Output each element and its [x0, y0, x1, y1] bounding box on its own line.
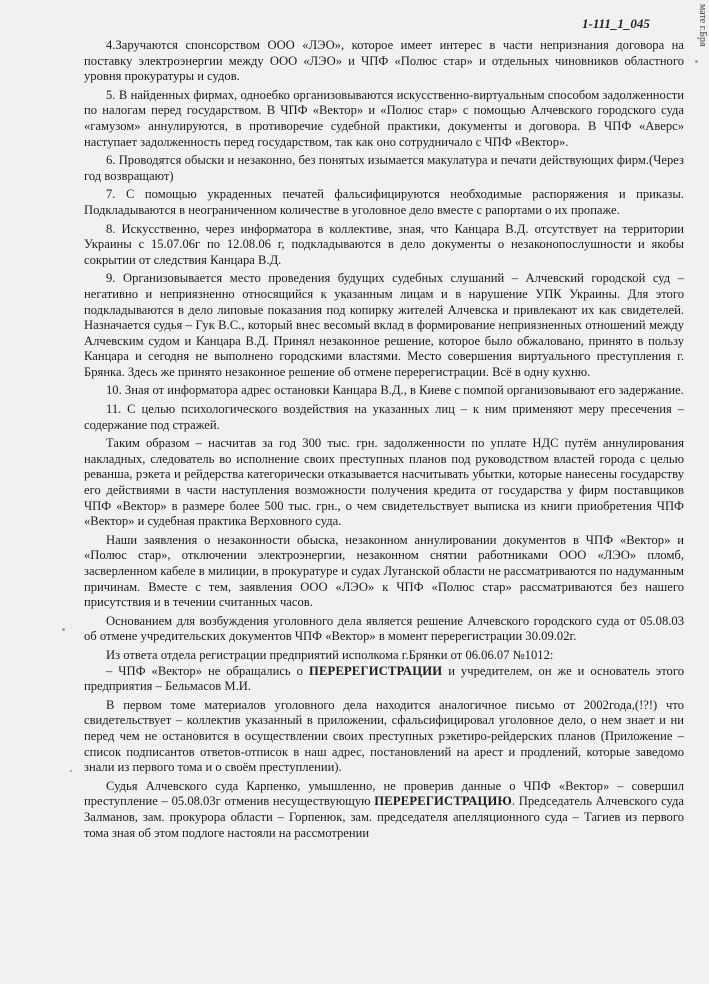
paragraph-first-volume: В первом томе материалов уголовного дела находится аналогичное письмо от 2002года,(!?!) что свидетельствует – коллектив указанный в приложении, сфальсифицировал уголовное дело, о нем знает и ни перед чем не остановится в осуществлении своих преступных рэкетиро-рейдерских планов (Приложение – список подписантов ответов-отписок в наш адрес, постановлений на арест и продлений, которые заведомо знали из первого тома и о своём преступлении).	[84, 697, 684, 775]
scan-speck	[695, 60, 698, 63]
quote-emphasis: ПЕРЕРЕГИСТРАЦИИ	[308, 663, 443, 678]
paragraph-item-11: 11. С целью психологического воздействия на указанных лиц – к ним применяют меру пресечения – содержание под стражей.	[84, 402, 684, 432]
paragraph-item-4: 4.Заручаются спонсорством ООО «ЛЭО», которое имеет интерес в части непризнания договора на поставку электроэнергии между ООО «ЛЭО» и ЧПФ «Полюс стар» и отдельных чиновников областного уровня прокуратуры и судов.	[84, 38, 684, 84]
paragraph-quote	[84, 664, 684, 695]
judge-emphasis: ПЕРЕРЕГИСТРАЦИЮ	[374, 794, 512, 809]
paragraph-registration-reply: Из ответа отдела регистрации предприятий исполкома г.Брянки от 06.06.07 №1012:	[106, 647, 554, 662]
scan-speck	[70, 770, 72, 772]
paragraph-judge	[84, 779, 684, 841]
paragraph-grounds: Основанием для возбуждения уголовного дела является решение Алчевского городского суда от 05.08.03 об отмене учредительских документов ЧПФ «Вектор» в момент перерегистрации 30.09.02г.	[84, 613, 684, 644]
paragraph-item-7: 7. С помощью украденных печатей фальсифицируются необходимые распоряжения и приказы. Подкладываются в неограниченном количестве в уголовное дело вместе с рапортами о их пропаже.	[84, 187, 684, 217]
paragraph-item-9: 9. Организовывается место проведения будущих судебных слушаний – Алчевский городской суд – негативно и неприязненно относящийся к указанным лицам и в нарушение УПК Украины. Для этого подкладываются в дело липовые показания под копирку жителей Алчевска и привлекают их как свидетелей. Назначается судья – Гук В.С., который внес весомый вклад в формирование неприязненных отношений между Алчевским судом и Канцара В.Д. Принял незаконное решение, которое было обжаловано, принято в пользу Канцара и сегодня не выполнено городскими властями. Место совершения виртуального преступления г. Брянка. Здесь же принято незаконное решение об отмене перерегистрации. Всё в одну кухню.	[84, 271, 684, 379]
paragraph-item-5: 5. В найденных фирмах, одноебко организовываются искусственно-виртуальным способом задолженности по налогам перед государством. В ЧПФ «Вектор» и «Полюс стар» с помощью Алчевского городского суда «гамузом» аннулируются, в противоречие судебной практики, документы и договора. В ЧПФ «Аверс» наступает задолженность перед государством, так как оно сотрудничало с ЧПФ «Вектор».	[84, 87, 684, 149]
paragraph-item-8: 8. Искусственно, через информатора в коллективе, зная, что Канцара В.Д. отсутствует на территории Украины с 15.07.06г по 12.08.06 г, подкладываются в дело документы о незаконопослушности и якобы сокрытии от следствия Канцара В.Д.	[84, 221, 684, 267]
judge-text-start: Судья Алчевского суда Карпенко, умышленно, не проверив данные о ЧПФ «Вектор» – совершил преступление – 05.08.03г отменив несуществующую	[84, 778, 684, 809]
paragraph-summary: Таким образом – насчитав за год 300 тыс. грн. задолженности по уплате НДС путём аннулирования накладных, следователь во исполнение своих преступных планов под руководством властей города с целью реванша, рэкета и рейдерства категорически отказывается насчитывать убытки, которые нанесены государству его действиями в части наступления возможности получения кредита от государства у фирм поставщиков ЧПФ «Вектор» в размере более 500 тыс. грн., о чем свидетельствует выписка из книги приобретения ЧПФ «Вектор» и судебная практика Верховного суда.	[84, 436, 684, 529]
quote-text-start: – ЧПФ «Вектор» не обращались о	[106, 663, 309, 678]
side-stamp: мате г.Бря	[697, 4, 708, 47]
paragraph-item-6: 6. Проводятся обыски и незаконно, без понятых изымается макулатура и печати действующих фирм.(Через год возвращают)	[84, 153, 684, 183]
document-body	[84, 38, 684, 841]
quote-text-end: и учредителем, он же и основатель этого предприятия – Бельмасов М.И.	[84, 663, 684, 694]
scan-speck	[62, 628, 65, 631]
paragraph-statements: Наши заявления о незаконности обыска, незаконном аннулировании документов в ЧПФ «Вектор» и «Полюс стар», отключении электроэнергии, незаконном снятии работниками ООО «ЛЭО» пломб, засверленном кабеле в милиции, в прокуратуре и судах Луганской области не рассматриваются по надуманным причинам. Вместе с тем, заявления ООО «ЛЭО» к ЧПФ «Полюс стар» рассматриваются без нашего присутствия и в течении считанных часов.	[84, 532, 684, 610]
document-id: 1-111_1_045	[582, 16, 650, 31]
judge-text-end: . Председатель Алчевского суда Залманов, зам. прокурора области – Горпенюк, зам. председателя апелляционного суда – Тагиев из первого тома зная об этом подлоге настояли на рассмотрении	[84, 794, 684, 840]
paragraph-item-10: 10. Зная от информатора адрес остановки Канцара В.Д., в Киеве с помпой организовывают его задержание.	[106, 383, 684, 398]
